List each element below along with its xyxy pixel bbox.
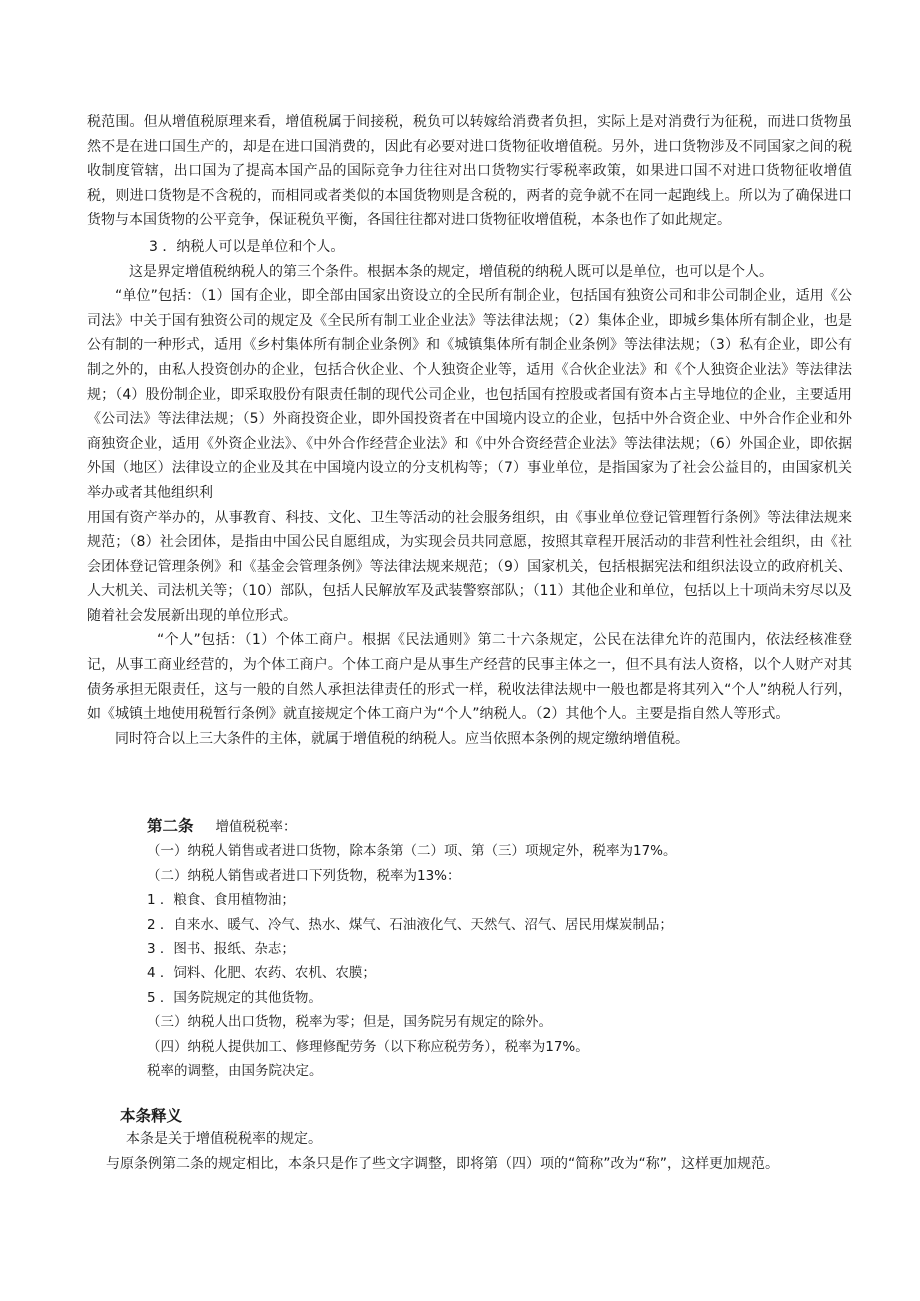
article-line: 2 ．自来水、暖气、冷气、热水、煤气、石油液化气、天然气、沼气、居民用煤炭制品； xyxy=(147,916,673,933)
article-line: （三）纳税人出口货物，税率为零；但是，国务院另有规定的除外。 xyxy=(147,1014,552,1031)
paragraph-import-goods: 税范围。但从增值税原理来看，增值税属于间接税，税负可以转嫁给消费者负担，实际上是对消费行为征税，而进口货物虽然不是在进口国生产的，却是在进口国消费的，因此有必要对进口货物征收增值税。另外，进口货物涉及不同国家之间的税收制度管辖，出口国为了提高本国产品的国际竞争力往往对出口货物实行零税率政策，如果进口国不对进口货物征收增值税，则进口货物是不含税的，而相同或者类似的本国货物则是含税的，两者的竞争就不在同一起跑线上。所以为了确保进口货物与本国货物的公平竞争，保证税负平衡，各国往往都对进口货物征收增值税，本条也作了如此规定。 xyxy=(87,114,852,229)
article-title: 增值税税率： xyxy=(215,819,297,835)
article-line: 3 ．图书、报纸、杂志； xyxy=(147,941,295,958)
interpretation-line: 本条是关于增值税税率的规定。 xyxy=(126,1131,322,1147)
interpretation-text xyxy=(106,1127,856,1176)
article-line: （一）纳税人销售或者进口货物，除本条第（二）项、第（三）项规定外，税率为17%。 xyxy=(147,843,677,860)
paragraph-unit-continued: 用国有资产举办的，从事教育、科技、文化、卫生等活动的社会服务组织，由《事业单位登记管理暂行条例》等法律法规来规范；（8）社会团体，是指由中国公民自愿组成，为实现会员共同意愿，按照其章程开展活动的非营利性社会组织，由《社会团体登记管理条例》和《基金会管理条例》等法律法规来规范；（9）国家机关，包括根据宪法和组织法设立的政府机关、人大机关、司法机关等；（10）部队，包括人民解放军及武装警察部队；（11）其他企业和单位，包括以上十项尚未穷尽以及随着社会发展新出现的单位形式。 xyxy=(87,509,852,624)
article-line: 4 ．饲料、化肥、农药、农机、农膜； xyxy=(147,965,376,982)
interpretation-line: 与原条例第二条的规定相比，本条只是作了些文字调整，即将第（四）项的“简称”改为“称”，这样更加规范。 xyxy=(106,1155,780,1172)
article-line: （二）纳税人销售或者进口下列货物，税率为13%： xyxy=(147,867,461,884)
paragraph-third-condition: 这是界定增值税纳税人的第三个条件。根据本条的规定，增值税的纳税人既可以是单位，也可以是个人。 xyxy=(129,263,773,280)
article-two xyxy=(147,814,852,1083)
paragraph-summary: 同时符合以上三大条件的主体，就属于增值税的纳税人。应当依照本条例的规定缴纳增值税。 xyxy=(115,730,689,747)
article-line: 税率的调整，由国务院决定。 xyxy=(147,1063,323,1080)
article-line: 1 ．粮食、食用植物油； xyxy=(147,892,295,909)
main-text xyxy=(87,110,852,751)
article-line: （四）纳税人提供加工、修理修配劳务（以下称应税劳务），税率为17%。 xyxy=(147,1038,589,1055)
article-line: 5 ．国务院规定的其他货物。 xyxy=(147,989,322,1006)
interpretation-title: 本条释义 xyxy=(120,1107,183,1125)
article-heading-line xyxy=(147,814,852,839)
paragraph-unit-definition: “单位”包括：（1）国有企业，即全部由国家出资设立的全民所有制企业，包括国有独资公司和非公司制企业，适用《公司法》中关于国有独资公司的规定及《全民所有制工业企业法》等法律法规；（2）集体企业，即城乡集体所有制企业，也是公有制的一种形式，适用《乡村集体所有制企业条例》和《城镇集体所有制企业条例》等法律法规；（3）私有企业，即公有制之外的，由私人投资创办的企业，包括合伙企业、个人独资企业等，适用《合伙企业法》和《个人独资企业法》等法律法规；（4）股份制企业，即采取股份有限责任制的现代公司企业，也包括国有控股或者国有资本占主导地位的企业，主要适用《公司法》等法律法规；（5）外商投资企业，即外国投资者在中国境内设立的企业，包括中外合资企业、中外合作企业和外商独资企业，适用《外资企业法》、《中外合作经营企业法》和《中外合资经营企业法》等法律法规；（6）外国企业，即依据外国（地区）法律设立的企业及其在中国境内设立的分支机构等；（7）事业单位，是指国家为了社会公益目的，由国家机关举办或者其他组织利 xyxy=(87,288,852,501)
paragraph-condition-3: 3 ．纳税人可以是单位和个人。 xyxy=(149,238,345,255)
paragraph-individual-definition: “个人”包括：（1）个体工商户。根据《民法通则》第二十六条规定，公民在法律允许的范围内，依法经核准登记，从事工商业经营的，为个体工商户。个体工商户是从事生产经营的民事主体之一，但不具有法人资格，以个人财产对其债务承担无限责任，这与一般的自然人承担法律责任的形式一样，税收法律法规中一般也都是将其列入“个人”纳税人行列，如《城镇土地使用税暂行条例》就直接规定个体工商户为“个人”纳税人。（2）其他个人。主要是指自然人等形式。 xyxy=(87,632,852,723)
article-number: 第二条 xyxy=(147,817,194,835)
